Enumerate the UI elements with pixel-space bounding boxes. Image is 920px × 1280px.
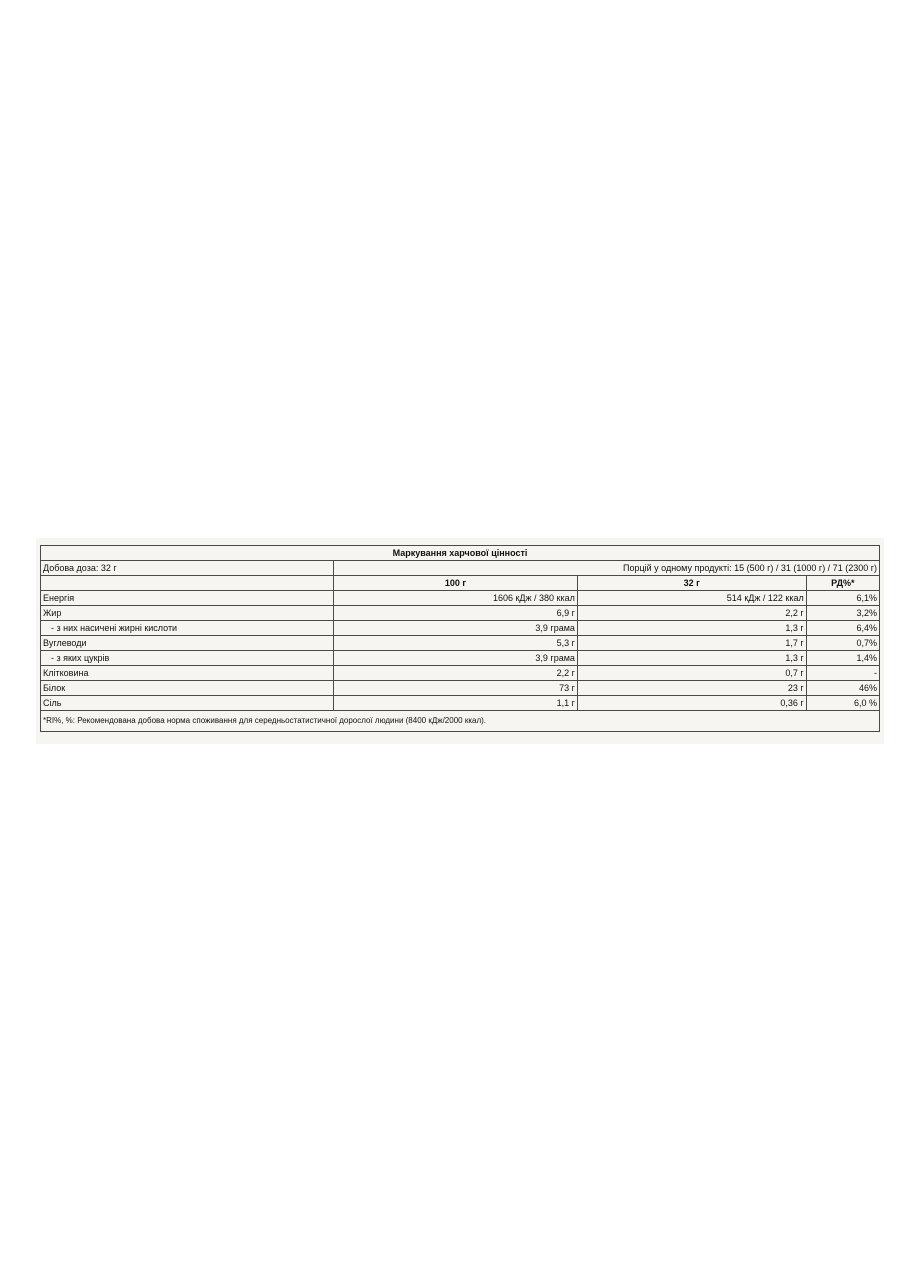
row-per-dose: 514 кДж / 122 ккал xyxy=(577,591,806,606)
row-ri: - xyxy=(806,666,879,681)
row-per-100: 5,3 г xyxy=(334,636,578,651)
title-row xyxy=(41,546,880,561)
footnote-row xyxy=(41,711,880,732)
row-per-100: 2,2 г xyxy=(334,666,578,681)
header-ri: РД%* xyxy=(806,576,879,591)
row-per-100: 1,1 г xyxy=(334,696,578,711)
row-label: Енергія xyxy=(41,591,334,606)
row-label: Сіль xyxy=(41,696,334,711)
row-ri: 6,4% xyxy=(806,621,879,636)
row-label: Білок xyxy=(41,681,334,696)
table-row xyxy=(41,666,880,681)
header-empty-cell xyxy=(41,576,334,591)
table-row xyxy=(41,621,880,636)
header-per-dose: 32 г xyxy=(577,576,806,591)
row-per-dose: 0,36 г xyxy=(577,696,806,711)
row-per-100: 3,9 грама xyxy=(334,651,578,666)
header-row xyxy=(41,576,880,591)
table-row xyxy=(41,651,880,666)
table-row xyxy=(41,606,880,621)
table-title: Маркування харчової цінності xyxy=(41,546,880,561)
table-row xyxy=(41,591,880,606)
row-per-dose: 1,7 г xyxy=(577,636,806,651)
row-per-dose: 2,2 г xyxy=(577,606,806,621)
servings-info: Порцій у одному продукті: 15 (500 г) / 31 (1000 г) / 71 (2300 г) xyxy=(334,561,880,576)
dose-row xyxy=(41,561,880,576)
row-ri: 6,1% xyxy=(806,591,879,606)
row-label: - з яких цукрів xyxy=(41,651,334,666)
row-ri: 3,2% xyxy=(806,606,879,621)
row-label: - з них насичені жирні кислоти xyxy=(41,621,334,636)
daily-dose: Добова доза: 32 г xyxy=(41,561,334,576)
row-ri: 46% xyxy=(806,681,879,696)
row-per-100: 1606 кДж / 380 ккал xyxy=(334,591,578,606)
row-ri: 0,7% xyxy=(806,636,879,651)
row-per-dose: 1,3 г xyxy=(577,651,806,666)
row-per-dose: 1,3 г xyxy=(577,621,806,636)
footnote: *RI%, %: Рекомендована добова норма споживання для середньостатистичної дорослої людини (8400 кДж/2000 ккал). xyxy=(41,711,880,732)
row-per-100: 6,9 г xyxy=(334,606,578,621)
table-row xyxy=(41,681,880,696)
nutrition-table xyxy=(40,545,880,732)
header-per-100: 100 г xyxy=(334,576,578,591)
row-per-100: 3,9 грама xyxy=(334,621,578,636)
table-row xyxy=(41,636,880,651)
row-ri: 6,0 % xyxy=(806,696,879,711)
row-ri: 1,4% xyxy=(806,651,879,666)
row-per-dose: 0,7 г xyxy=(577,666,806,681)
row-label: Клітковина xyxy=(41,666,334,681)
row-per-100: 73 г xyxy=(334,681,578,696)
nutrition-panel xyxy=(36,538,884,744)
table-row xyxy=(41,696,880,711)
row-per-dose: 23 г xyxy=(577,681,806,696)
row-label: Жир xyxy=(41,606,334,621)
row-label: Вуглеводи xyxy=(41,636,334,651)
